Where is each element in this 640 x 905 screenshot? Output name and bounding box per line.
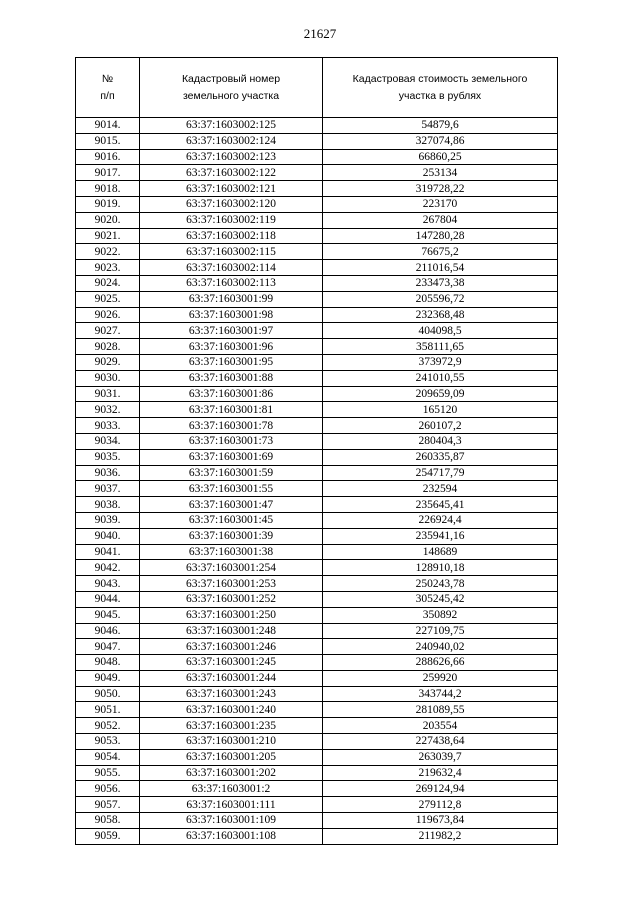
- row-number-cell: 9030.: [76, 370, 140, 386]
- table-row: [76, 828, 558, 844]
- row-number-cell: 9020.: [76, 212, 140, 228]
- table-row: [76, 623, 558, 639]
- row-number-cell: 9031.: [76, 386, 140, 402]
- cadastral-value-cell: 205596,72: [323, 291, 558, 307]
- cadastral-value-cell: 227438,64: [323, 734, 558, 750]
- cadastral-value-cell: 54879,6: [323, 118, 558, 134]
- table-body: [76, 118, 558, 845]
- table-row: [76, 386, 558, 402]
- cadastral-value-cell: 203554: [323, 718, 558, 734]
- cadastral-value-cell: 232368,48: [323, 307, 558, 323]
- row-number-cell: 9037.: [76, 481, 140, 497]
- cadastral-value-cell: 219632,4: [323, 765, 558, 781]
- cadastral-value-cell: 66860,25: [323, 149, 558, 165]
- cadastral-value-cell: 281089,55: [323, 702, 558, 718]
- row-number-cell: 9042.: [76, 560, 140, 576]
- cadastral-number-cell: 63:37:1603002:120: [140, 196, 323, 212]
- cadastral-number-cell: 63:37:1603002:121: [140, 181, 323, 197]
- header-cadastral-line-2: земельного участка: [182, 89, 280, 102]
- row-number-cell: 9036.: [76, 465, 140, 481]
- cadastral-number-cell: 63:37:1603001:59: [140, 465, 323, 481]
- row-number-cell: 9019.: [76, 196, 140, 212]
- table-row: [76, 212, 558, 228]
- cadastral-number-cell: 63:37:1603001:254: [140, 560, 323, 576]
- cadastral-value-cell: 280404,3: [323, 433, 558, 449]
- cadastral-number-cell: 63:37:1603001:245: [140, 655, 323, 671]
- cadastral-number-cell: 63:37:1603001:78: [140, 418, 323, 434]
- row-number-cell: 9058.: [76, 813, 140, 829]
- cadastral-value-cell: 343744,2: [323, 686, 558, 702]
- cadastral-value-table: [75, 57, 558, 845]
- table-row: [76, 449, 558, 465]
- cadastral-number-cell: 63:37:1603001:205: [140, 749, 323, 765]
- table-row: [76, 402, 558, 418]
- cadastral-number-cell: 63:37:1603002:114: [140, 260, 323, 276]
- header-number-line-2: п/п: [100, 89, 115, 102]
- row-number-cell: 9025.: [76, 291, 140, 307]
- cadastral-number-cell: 63:37:1603001:45: [140, 512, 323, 528]
- cadastral-value-cell: 404098,5: [323, 323, 558, 339]
- table-row: [76, 512, 558, 528]
- cadastral-number-cell: 63:37:1603001:2: [140, 781, 323, 797]
- table-row: [76, 734, 558, 750]
- header-cadastral-line-1: Кадастровый номер: [181, 72, 281, 85]
- cadastral-value-cell: 241010,55: [323, 370, 558, 386]
- table-row: [76, 370, 558, 386]
- cadastral-value-cell: 227109,75: [323, 623, 558, 639]
- table-row: [76, 528, 558, 544]
- cadastral-value-cell: 319728,22: [323, 181, 558, 197]
- cadastral-number-cell: 63:37:1603001:243: [140, 686, 323, 702]
- table-row: [76, 228, 558, 244]
- cadastral-number-cell: 63:37:1603001:246: [140, 639, 323, 655]
- cadastral-number-cell: 63:37:1603001:88: [140, 370, 323, 386]
- header-number-line-1: №: [101, 72, 114, 85]
- row-number-cell: 9015.: [76, 133, 140, 149]
- cadastral-number-cell: 63:37:1603001:252: [140, 591, 323, 607]
- table-row: [76, 196, 558, 212]
- cadastral-number-cell: 63:37:1603001:240: [140, 702, 323, 718]
- table-row: [76, 418, 558, 434]
- cadastral-value-cell: 233473,38: [323, 275, 558, 291]
- cadastral-value-cell: 327074,86: [323, 133, 558, 149]
- row-number-cell: 9027.: [76, 323, 140, 339]
- row-number-cell: 9039.: [76, 512, 140, 528]
- cadastral-number-cell: 63:37:1603001:69: [140, 449, 323, 465]
- cadastral-number-cell: 63:37:1603002:123: [140, 149, 323, 165]
- table-row: [76, 165, 558, 181]
- row-number-cell: 9017.: [76, 165, 140, 181]
- cadastral-number-cell: 63:37:1603001:81: [140, 402, 323, 418]
- table-row: [76, 181, 558, 197]
- table-row: [76, 118, 558, 134]
- cadastral-value-cell: 260335,87: [323, 449, 558, 465]
- cadastral-value-cell: 250243,78: [323, 576, 558, 592]
- row-number-cell: 9041.: [76, 544, 140, 560]
- cadastral-number-cell: 63:37:1603001:248: [140, 623, 323, 639]
- cadastral-number-cell: 63:37:1603001:86: [140, 386, 323, 402]
- row-number-cell: 9048.: [76, 655, 140, 671]
- table-row: [76, 797, 558, 813]
- cadastral-number-cell: 63:37:1603001:109: [140, 813, 323, 829]
- cadastral-number-cell: 63:37:1603002:122: [140, 165, 323, 181]
- cadastral-number-cell: 63:37:1603001:97: [140, 323, 323, 339]
- cadastral-value-cell: 148689: [323, 544, 558, 560]
- row-number-cell: 9047.: [76, 639, 140, 655]
- row-number-cell: 9038.: [76, 497, 140, 513]
- header-cadastral-value: [323, 58, 558, 118]
- cadastral-number-cell: 63:37:1603001:38: [140, 544, 323, 560]
- cadastral-number-cell: 63:37:1603001:253: [140, 576, 323, 592]
- cadastral-value-cell: 211016,54: [323, 260, 558, 276]
- cadastral-number-cell: 63:37:1603002:124: [140, 133, 323, 149]
- row-number-cell: 9029.: [76, 354, 140, 370]
- row-number-cell: 9016.: [76, 149, 140, 165]
- row-number-cell: 9053.: [76, 734, 140, 750]
- row-number-cell: 9052.: [76, 718, 140, 734]
- cadastral-number-cell: 63:37:1603001:244: [140, 670, 323, 686]
- row-number-cell: 9032.: [76, 402, 140, 418]
- cadastral-number-cell: 63:37:1603001:250: [140, 607, 323, 623]
- table-row: [76, 465, 558, 481]
- cadastral-value-cell: 209659,09: [323, 386, 558, 402]
- cadastral-value-cell: 232594: [323, 481, 558, 497]
- cadastral-value-cell: 240940,02: [323, 639, 558, 655]
- header-value-line-2: участка в рублях: [398, 89, 482, 102]
- table-row: [76, 686, 558, 702]
- table-row: [76, 497, 558, 513]
- row-number-cell: 9044.: [76, 591, 140, 607]
- table-row: [76, 781, 558, 797]
- row-number-cell: 9023.: [76, 260, 140, 276]
- cadastral-number-cell: 63:37:1603001:96: [140, 339, 323, 355]
- cadastral-value-cell: 267804: [323, 212, 558, 228]
- cadastral-number-cell: 63:37:1603001:47: [140, 497, 323, 513]
- cadastral-number-cell: 63:37:1603001:39: [140, 528, 323, 544]
- header-cadastral-number: [140, 58, 323, 118]
- table-row: [76, 560, 558, 576]
- cadastral-value-cell: 288626,66: [323, 655, 558, 671]
- row-number-cell: 9051.: [76, 702, 140, 718]
- page-number: 21627: [303, 26, 337, 41]
- table-row: [76, 291, 558, 307]
- row-number-cell: 9049.: [76, 670, 140, 686]
- table-row: [76, 670, 558, 686]
- cadastral-number-cell: 63:37:1603001:55: [140, 481, 323, 497]
- cadastral-number-cell: 63:37:1603001:73: [140, 433, 323, 449]
- row-number-cell: 9021.: [76, 228, 140, 244]
- row-number-cell: 9043.: [76, 576, 140, 592]
- table-row: [76, 260, 558, 276]
- cadastral-number-cell: 63:37:1603001:95: [140, 354, 323, 370]
- cadastral-value-cell: 279112,8: [323, 797, 558, 813]
- cadastral-value-cell: 119673,84: [323, 813, 558, 829]
- table-header: [76, 58, 558, 118]
- row-number-cell: 9050.: [76, 686, 140, 702]
- cadastral-value-cell: 263039,7: [323, 749, 558, 765]
- row-number-cell: 9018.: [76, 181, 140, 197]
- cadastral-value-cell: 165120: [323, 402, 558, 418]
- table-row: [76, 433, 558, 449]
- row-number-cell: 9057.: [76, 797, 140, 813]
- row-number-cell: 9026.: [76, 307, 140, 323]
- cadastral-value-cell: 350892: [323, 607, 558, 623]
- table-row: [76, 749, 558, 765]
- cadastral-number-cell: 63:37:1603002:113: [140, 275, 323, 291]
- cadastral-value-cell: 269124,94: [323, 781, 558, 797]
- cadastral-value-cell: 260107,2: [323, 418, 558, 434]
- cadastral-value-cell: 76675,2: [323, 244, 558, 260]
- header-value-line-1: Кадастровая стоимость земельного: [352, 72, 528, 85]
- row-number-cell: 9040.: [76, 528, 140, 544]
- table-row: [76, 607, 558, 623]
- table-row: [76, 702, 558, 718]
- table-row: [76, 481, 558, 497]
- cadastral-value-cell: 253134: [323, 165, 558, 181]
- cadastral-value-cell: 358111,65: [323, 339, 558, 355]
- table-row: [76, 307, 558, 323]
- table-row: [76, 275, 558, 291]
- row-number-cell: 9054.: [76, 749, 140, 765]
- cadastral-value-cell: 305245,42: [323, 591, 558, 607]
- cadastral-number-cell: 63:37:1603002:115: [140, 244, 323, 260]
- cadastral-number-cell: 63:37:1603001:235: [140, 718, 323, 734]
- table-row: [76, 639, 558, 655]
- header-row: [76, 58, 558, 118]
- table-row: [76, 813, 558, 829]
- table-row: [76, 133, 558, 149]
- row-number-cell: 9028.: [76, 339, 140, 355]
- row-number-cell: 9046.: [76, 623, 140, 639]
- cadastral-value-cell: 235645,41: [323, 497, 558, 513]
- cadastral-number-cell: 63:37:1603001:111: [140, 797, 323, 813]
- cadastral-number-cell: 63:37:1603001:99: [140, 291, 323, 307]
- cadastral-value-cell: 226924,4: [323, 512, 558, 528]
- row-number-cell: 9055.: [76, 765, 140, 781]
- cadastral-number-cell: 63:37:1603002:125: [140, 118, 323, 134]
- row-number-cell: 9014.: [76, 118, 140, 134]
- row-number-cell: 9033.: [76, 418, 140, 434]
- row-number-cell: 9024.: [76, 275, 140, 291]
- cadastral-value-cell: 259920: [323, 670, 558, 686]
- row-number-cell: 9022.: [76, 244, 140, 260]
- header-number: [76, 58, 140, 118]
- cadastral-value-cell: 223170: [323, 196, 558, 212]
- cadastral-number-cell: 63:37:1603001:108: [140, 828, 323, 844]
- table-row: [76, 718, 558, 734]
- row-number-cell: 9034.: [76, 433, 140, 449]
- row-number-cell: 9045.: [76, 607, 140, 623]
- cadastral-number-cell: 63:37:1603002:118: [140, 228, 323, 244]
- cadastral-number-cell: 63:37:1603002:119: [140, 212, 323, 228]
- cadastral-number-cell: 63:37:1603001:98: [140, 307, 323, 323]
- row-number-cell: 9035.: [76, 449, 140, 465]
- table-row: [76, 591, 558, 607]
- cadastral-value-cell: 211982,2: [323, 828, 558, 844]
- table-row: [76, 354, 558, 370]
- cadastral-value-cell: 254717,79: [323, 465, 558, 481]
- cadastral-value-cell: 147280,28: [323, 228, 558, 244]
- table-row: [76, 149, 558, 165]
- cadastral-number-cell: 63:37:1603001:202: [140, 765, 323, 781]
- table-row: [76, 576, 558, 592]
- table-row: [76, 765, 558, 781]
- cadastral-value-cell: 373972,9: [323, 354, 558, 370]
- cadastral-value-cell: 235941,16: [323, 528, 558, 544]
- cadastral-value-cell: 128910,18: [323, 560, 558, 576]
- row-number-cell: 9059.: [76, 828, 140, 844]
- table-row: [76, 339, 558, 355]
- table-row: [76, 323, 558, 339]
- cadastral-number-cell: 63:37:1603001:210: [140, 734, 323, 750]
- row-number-cell: 9056.: [76, 781, 140, 797]
- table-row: [76, 655, 558, 671]
- table-row: [76, 244, 558, 260]
- table-row: [76, 544, 558, 560]
